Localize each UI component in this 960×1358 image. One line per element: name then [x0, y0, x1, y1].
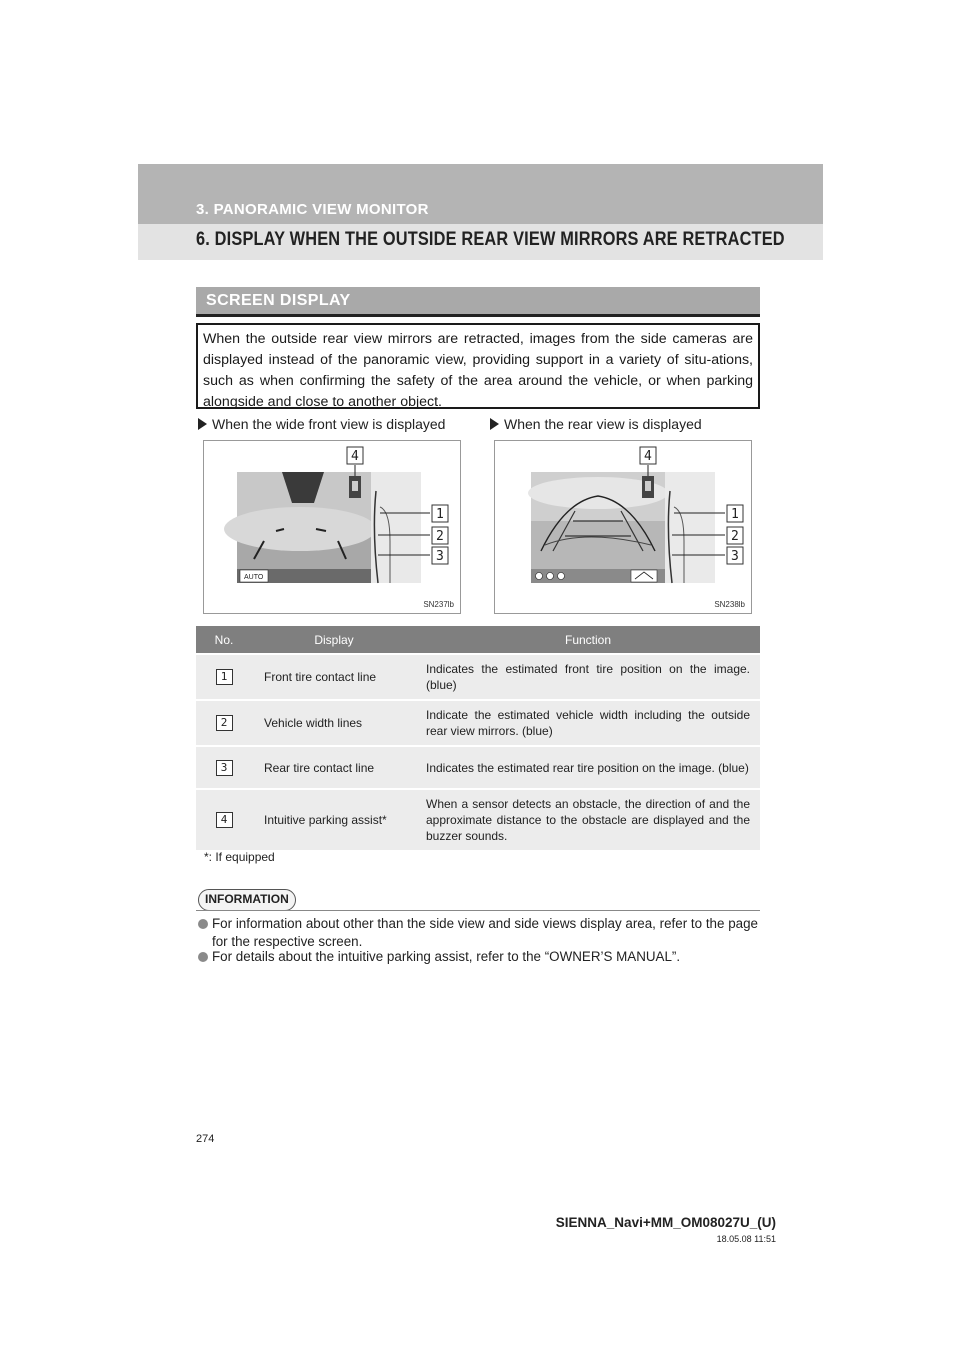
callout-1: 1: [436, 507, 444, 522]
row-display: Vehicle width lines: [252, 700, 416, 746]
table-row: [196, 746, 760, 789]
section-title: 3. PANORAMIC VIEW MONITOR: [196, 201, 429, 218]
callout-1: 1: [731, 507, 739, 522]
page-number: 274: [196, 1133, 215, 1145]
auto-label: AUTO: [244, 574, 264, 581]
information-divider: [196, 910, 760, 911]
row-number: 1: [216, 669, 233, 685]
document-id: SIENNA_Navi+MM_OM08027U_(U): [555, 1215, 776, 1230]
callout-3: 3: [731, 549, 739, 564]
row-function: Indicate the estimated vehicle width including the outside rear view mirrors. (blue): [416, 700, 760, 746]
row-display: Front tire contact line: [252, 654, 416, 700]
arrow-right-icon: [490, 418, 499, 430]
front-view-screen-illustration: [204, 441, 462, 615]
information-bullet-text: For information about other than the side view and side views display area, refer to the page for the respective screen.: [212, 916, 758, 949]
table-header-row: [196, 626, 760, 654]
document-timestamp: 18.05.08 11:51: [716, 1234, 776, 1244]
screen-display-heading: [196, 287, 760, 317]
screen-display-heading-text: SCREEN DISPLAY: [206, 292, 351, 309]
table-row: [196, 654, 760, 700]
callout-2: 2: [436, 529, 444, 544]
table-row: [196, 700, 760, 746]
figure-front-view: [203, 440, 461, 614]
row-display: Intuitive parking assist*: [252, 789, 416, 850]
column-header-function: Function: [416, 626, 760, 654]
callout-4: 4: [644, 449, 652, 464]
figure-id: SN237lb: [423, 600, 454, 609]
intro-text: When the outside rear view mirrors are retracted, images from the side cameras are displayed instead of the panoramic view, providing support in a variety of situ-ations, such as when confirming the safety of the area around the vehicle, or when parking alongside and close to another object.: [196, 323, 760, 409]
information-bullet: [198, 915, 758, 951]
figure-id: SN238lb: [714, 600, 745, 609]
column-header-display: Display: [252, 626, 416, 654]
bullet-dot-icon: [198, 919, 208, 929]
row-number: 4: [216, 812, 233, 828]
row-display: Rear tire contact line: [252, 746, 416, 789]
figure-rear-view: [494, 440, 752, 614]
bullet-dot-icon: [198, 952, 208, 962]
footnote: *: If equipped: [204, 850, 275, 864]
information-bullet: [198, 948, 758, 966]
side-camera-area: [371, 472, 421, 583]
row-function: Indicates the estimated front tire position on the image. (blue): [416, 654, 760, 700]
side-camera-area: [665, 472, 715, 583]
caption-front-view-text: When the wide front view is displayed: [212, 416, 446, 432]
information-bullet-text: For details about the intuitive parking assist, refer to the “OWNER’S MANUAL”.: [212, 949, 681, 964]
page-title: 6. DISPLAY WHEN THE OUTSIDE REAR VIEW MIRRORS ARE RETRACTED: [196, 229, 785, 250]
caption-front-view: [198, 416, 445, 432]
rear-view-screen-illustration: [495, 441, 753, 615]
row-function: When a sensor detects an obstacle, the direction of and the approximate distance to the obstacle are displayed and the buzzer sounds.: [416, 789, 760, 850]
arrow-right-icon: [198, 418, 207, 430]
column-header-no: No.: [196, 626, 252, 654]
callout-4: 4: [351, 449, 359, 464]
row-number: 3: [216, 760, 233, 776]
callout-3: 3: [436, 549, 444, 564]
callout-2: 2: [731, 529, 739, 544]
row-number: 2: [216, 715, 233, 731]
row-function: Indicates the estimated rear tire position on the image. (blue): [416, 746, 760, 789]
caption-rear-view-text: When the rear view is displayed: [504, 416, 702, 432]
caption-rear-view: [490, 416, 702, 432]
table-row: [196, 789, 760, 850]
information-label: INFORMATION: [198, 889, 296, 911]
function-table: [196, 626, 760, 850]
